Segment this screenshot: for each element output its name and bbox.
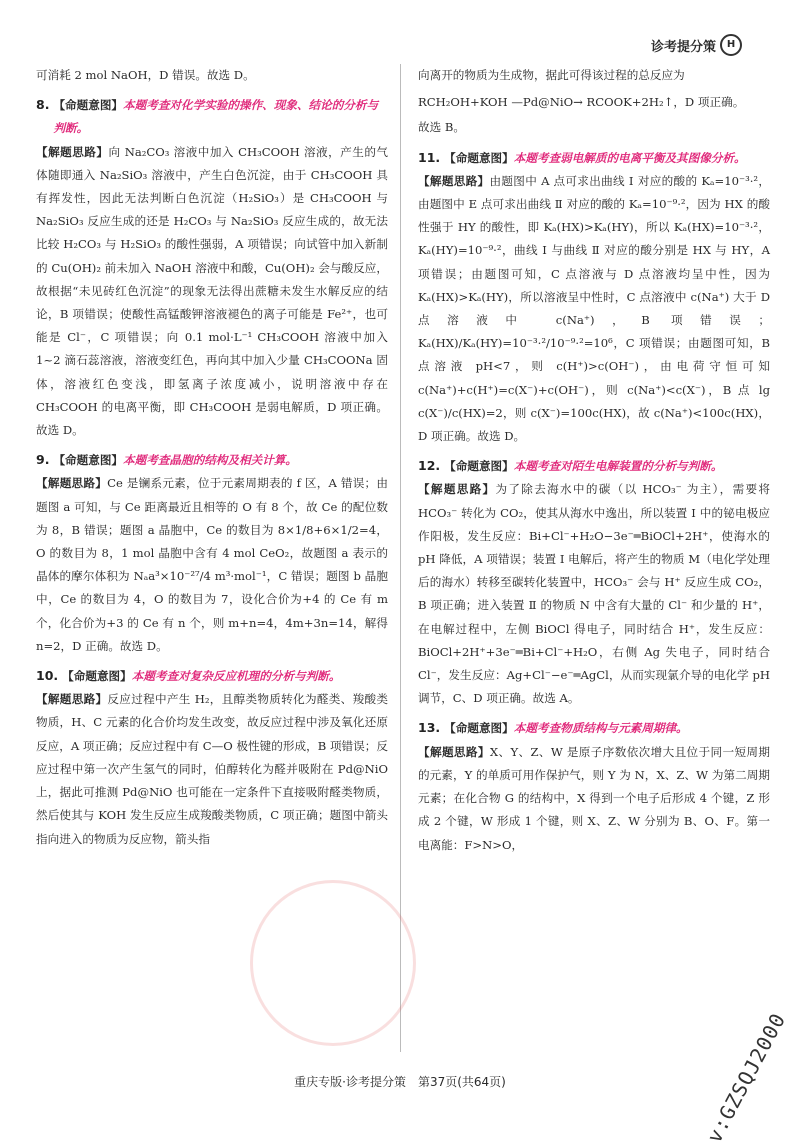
solve-label: 【解题思路】: [36, 144, 109, 159]
q10-equation: RCH₂OH+KOH —Pd@NiO→ RCOOK+2H₂↑，D 项正确。: [418, 95, 745, 110]
question-number: 12.: [418, 458, 441, 474]
faded-stamp-mark: [250, 880, 416, 1046]
question-12-header: [418, 454, 770, 478]
intent-label: 【命题意图】: [444, 459, 514, 474]
intent-text: 本题考查弱电解质的电离平衡及其图像分析。: [513, 150, 746, 165]
question-number: 9.: [36, 452, 50, 468]
intent-label: 【命题意图】: [444, 150, 514, 165]
solve-label: 【解题思路】: [418, 173, 490, 188]
solve-text: 反应过程中产生 H₂，且醇类物质转化为醛类、羧酸类物质，H、C 元素的化合价均发生改变，故反应过程中涉及氧化还原反应，A 项正确；反应过程中有 C—O 极性键的形成，B 项错误；反应过程中第一次产生氢气的同时，伯醇转化为醛并吸附在 Pd@NiO 上，据此可推测 Pd@NiO 也可能在一定条件下直接吸附醛类物质，然后使其与 KOH 发生反应生成羧酸类物质，C 项正确；题图中箭头指向进入的物质为反应物，箭头指: [36, 692, 388, 846]
q10-answer: 故选 B。: [418, 120, 465, 135]
right-column: [418, 64, 770, 857]
solve-label: 【解题思路】: [36, 692, 108, 707]
question-10-header: [36, 664, 388, 688]
question-9: [36, 448, 388, 658]
intent-label: 【命题意图】: [53, 98, 124, 113]
watermark-text: v:GZSQJ2000: [701, 1008, 790, 1147]
solve-label: 【解题思路】: [418, 482, 496, 497]
intent-label: 【命题意图】: [53, 453, 124, 468]
question-13-header: [418, 716, 770, 740]
left-column: [36, 64, 388, 851]
intent-label: 【命题意图】: [444, 721, 514, 736]
q10-continued: 向离开的物质为生成物，据此可得该过程的总反应为: [418, 68, 685, 82]
question-11: [418, 146, 770, 449]
solve-label: 【解题思路】: [418, 744, 490, 759]
question-number: 10.: [36, 668, 59, 684]
question-12: [418, 454, 770, 710]
header-title: 诊考提分策: [650, 39, 716, 55]
solve-text: 为了除去海水中的碳（以 HCO₃⁻ 为主），需要将 HCO₃⁻ 转化为 CO₂，使其从海水中逸出，所以装置 Ⅰ 中的铋电极应作阳极，发生反应：Bi+Cl⁻+H₂O−3e⁻═BiOCl+2H⁺，使海水的 pH 降低，A 项错误；装置 Ⅰ 电解后，将产生的物质 M（电化学处理后的海水）转移至碳转化装置中，HCO₃⁻ 会与 H⁺ 反应生成 CO₂，B 项正确；进入装置 Ⅱ 的物质 N 中含有大量的 Cl⁻ 和少量的 H⁺，在电解过程中，左侧 BiOCl 得电子，同时结合 H⁺，发生反应：BiOCl+2H⁺+3e⁻═Bi+Cl⁻+H₂O，右侧 Ag 失电子，同时结合 Cl⁻，发生反应：Ag+Cl⁻−e⁻═AgCl，从而实现氯介导的电化学 pH 调节，C、D 项正确。故选 A。: [418, 482, 770, 706]
question-13: [418, 716, 770, 856]
question-number: 8.: [36, 97, 50, 113]
question-9-header: [36, 448, 388, 472]
page-footer: 重庆专版·诊考提分策 第37页(共64页): [294, 1075, 506, 1089]
solve-text: 向 Na₂CO₃ 溶液中加入 CH₃COOH 溶液，产生的气体随即通入 Na₂SiO₃ 溶液中，产生白色沉淀，由于 CH₃COOH 具有挥发性，因此无法判断白色沉淀（H₂SiO₃）是 CH₃COOH 与 Na₂SiO₃ 反应生成的还是 H₂CO₃ 与 Na₂SiO₃ 反应生成的，故无法比较 H₂CO₃ 与 H₂SiO₃ 的酸性强弱，A 项错误；向试管中加入新制的 Cu(OH)₂ 前未加入 NaOH 溶液中和酸，Cu(OH)₂ 会与酸反应，故根据“未见砖红色沉淀”的现象无法得出蔗糖未发生水解反应的结论，B 项错误；使酸性高锰酸钾溶液褪色的离子可能是 Fe²⁺，也可能是 Cl⁻，C 项错误；向 0.1 mol·L⁻¹ CH₃COOH 溶液中加入 1~2 滴石蕊溶液，溶液变红色，再向其中加入少量 CH₃COONa 固体，溶液红色变浅，即氢离子浓度减小，说明溶液中存在 CH₃COOH 的电离平衡，即 CH₃COOH 是弱电解质，D 项正确。故选 D。: [36, 144, 388, 438]
question-10: [36, 664, 388, 851]
solve-text: X、Y、Z、W 是原子序数依次增大且位于同一短周期的元素，Y 的单质可用作保护气，则 Y 为 N，X、Z、W 为第二周期元素；在化合物 G 的结构中，X 得到一个电子后形成 4 个键，Z 形成 2 个键，W 形成 1 个键，则 X、Z、W 分别为 B、O、F。第一电离能：F>N>O，: [418, 744, 770, 852]
question-number: 13.: [418, 720, 441, 736]
solve-label: 【解题思路】: [36, 476, 108, 491]
solve-text: Ce 是镧系元素，位于元素周期表的 f 区，A 错误；由题图 a 可知，与 Ce 距离最近且相等的 O 有 8 个，故 Ce 的配位数为 8，B 错误；题图 a 晶胞中，Ce 的数目为 8×1/8+6×1/2=4，O 的数目为 8，1 mol 晶胞中含有 4 mol CeO₂，故题图 a 表示的晶体的摩尔体积为 Nₐa³×10⁻²⁷/4 m³·mol⁻¹，C 错误；题图 b 晶胞中，Ce 的数目为 4，O 的数目为 7，设化合价为+4 的 Ce 有 m 个，化合价为+3 的 Ce 有 n 个，则 m+n=4，4m+3n=14，解得 n=2，D 正确。故选 D。: [36, 476, 388, 653]
question-number: 11.: [418, 149, 441, 165]
page-header: [651, 34, 742, 56]
intent-text: 本题考查对陌生电解装置的分析与判断。: [513, 459, 723, 474]
question-8: [36, 93, 388, 442]
solve-text: 由题图中 A 点可求出曲线 Ⅰ 对应的酸的 Kₐ=10⁻³·²，由题图中 E 点可求出曲线 Ⅱ 对应的酸的 Kₐ=10⁻⁹·²，因为 HX 的酸性强于 HY 的酸性，即 Kₐ(HX)>Kₐ(HY)，所以 Kₐ(HX)=10⁻³·²，Kₐ(HY)=10⁻⁹·²，曲线 Ⅰ 与曲线 Ⅱ 对应的酸分别是 HX 与 HY，A 项错误；由题图可知，C 点溶液与 D 点溶液均呈中性，因为 Kₐ(HX)>Kₐ(HY)，所以溶液呈中性时，C 点溶液中 c(Na⁺) 大于 D 点溶液中 c(Na⁺)，B 项错误；Kₐ(HX)/Kₐ(HY)=10⁻³·²/10⁻⁹·²=10⁶，C 项错误；由题图可知，B 点溶液 pH<7，则 c(H⁺)>c(OH⁻)，由电荷守恒可知 c(Na⁺)+c(H⁺)=c(X⁻)+c(OH⁻)，则 c(Na⁺)<c(X⁻)，B 点 lg c(X⁻)/c(HX)=2，则 c(X⁻)=100c(HX)，故 c(Na⁺)<100c(HX)，D 项正确。故选 D。: [418, 173, 770, 444]
question-8-header: [36, 93, 388, 140]
intro-text: 可消耗 2 mol NaOH，D 错误。故选 D。: [36, 68, 255, 82]
intent-text: 本题考查晶胞的结构及相关计算。: [123, 453, 297, 468]
intent-text: 本题考查对复杂反应机理的分析与判断。: [131, 669, 341, 684]
brand-logo-icon: H: [720, 34, 742, 56]
intent-text: 本题考查物质结构与元素周期律。: [513, 721, 688, 736]
question-11-header: [418, 146, 770, 170]
intent-text: 本题考查对化学实验的操作、现象、结论的分析与判断。: [53, 98, 379, 136]
column-divider: [400, 64, 401, 1052]
intent-label: 【命题意图】: [62, 669, 132, 684]
